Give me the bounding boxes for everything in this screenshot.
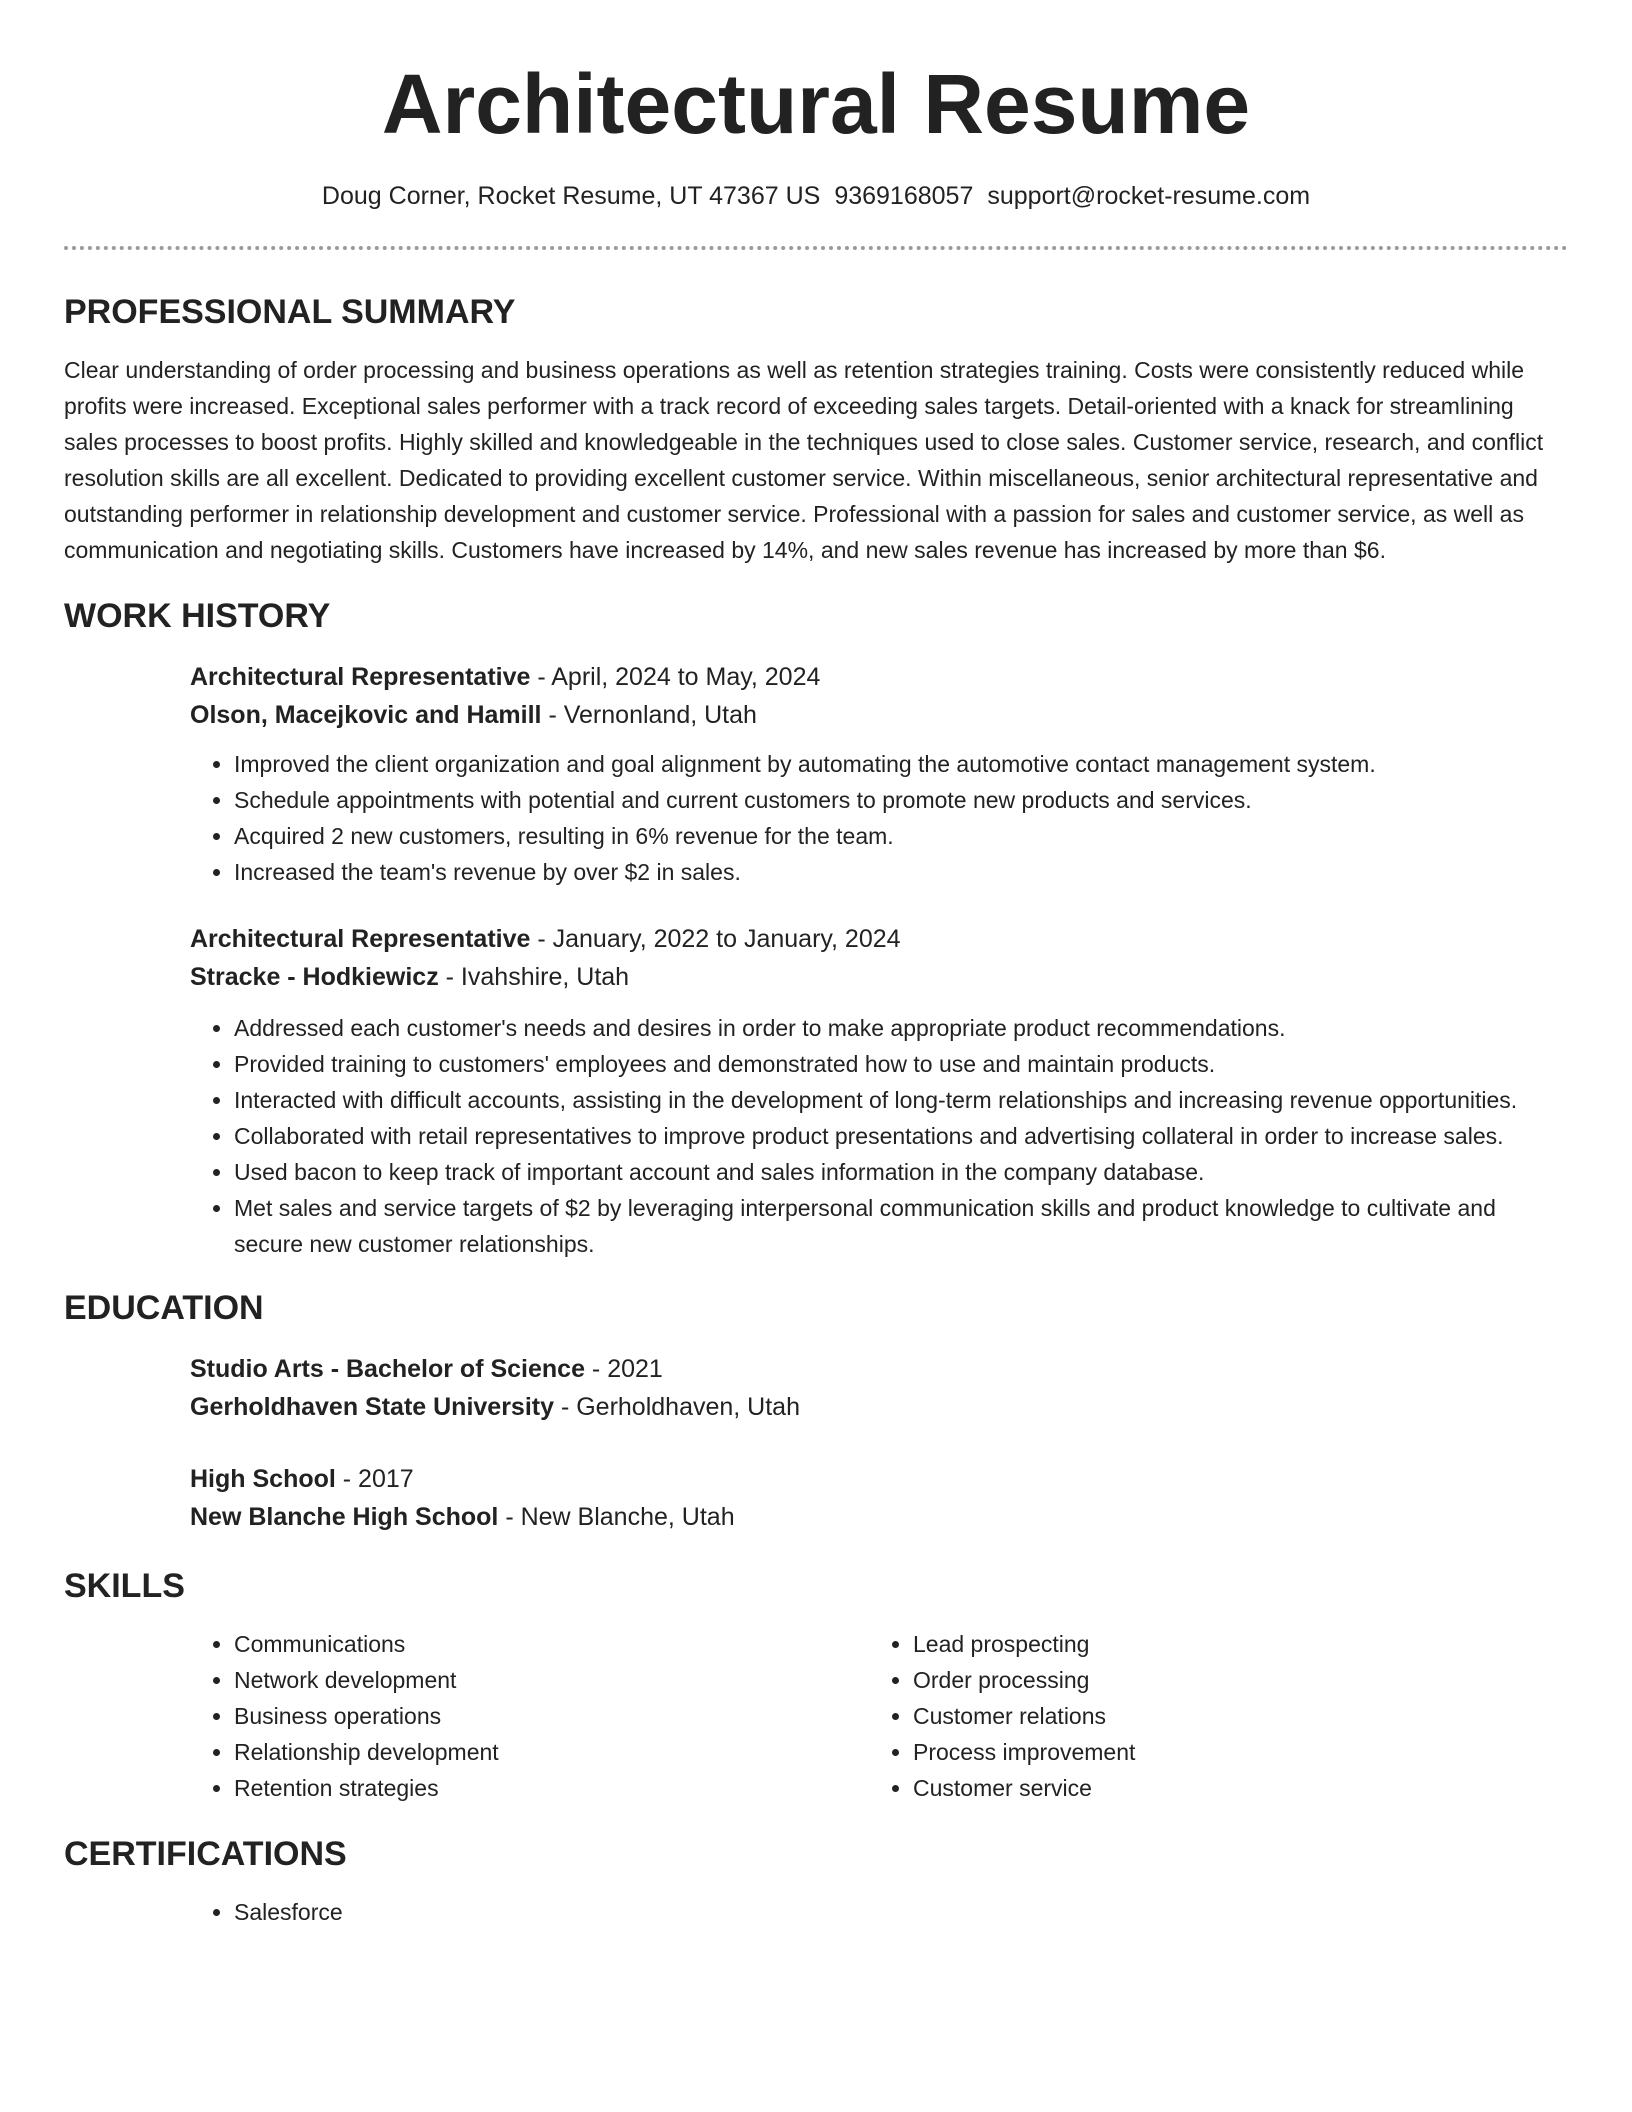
education-heading: EDUCATION [64,1289,264,1327]
list-item: • Collaborated with retail representatives to improve product presentations and advertising collateral in order to increase sales. [234,1118,1568,1154]
list-item: • Lead prospecting [913,1626,1548,1662]
contact-line [64,180,1568,212]
list-item: • Used bacon to keep track of important account and sales information in the company database. [234,1154,1568,1190]
skills-column-left [190,1626,869,1806]
job-entry [190,920,1568,1262]
degree: High School [190,1465,336,1493]
list-item: • Improved the client organization and goal alignment by automating the automotive contact management system. [234,746,1568,782]
summary-heading: PROFESSIONAL SUMMARY [64,293,516,331]
list-item: • Process improvement [913,1734,1548,1770]
skills-column-right [869,1626,1548,1806]
job-bullets [190,746,1568,890]
degree: Studio Arts - Bachelor of Science [190,1355,585,1383]
job-title: Architectural Representative [190,663,531,691]
summary-text: Clear understanding of order processing and business operations as well as retention strategies training. Costs were consistently reduced while profits were increased. Exceptional sales performer with a track record of exceeding sales targets. Detail-oriented with a knack for streamlining sales processes to boost profits. Highly skilled and knowledgeable in the techniques used to close sales. Customer service, research, and conflict resolution skills are all excellent. Dedicated to providing excellent customer service. Within miscellaneous, senior architectural representative and outstanding performer in relationship development and customer service. Professional with a passion for sales and customer service, as well as communication and negotiating skills. Customers have increased by 14%, and new sales revenue has increased by more than $6. [64,357,1544,563]
job-company: Stracke - Hodkiewicz [190,963,439,991]
list-item: • Schedule appointments with potential and current customers to promote new products and services. [234,782,1568,818]
job-location: - Vernonland, Utah [541,701,757,729]
job-dates: - January, 2022 to January, 2024 [530,925,901,953]
school: New Blanche High School [190,1503,499,1531]
education-entry [190,1350,1568,1426]
contact-email: support@rocket-resume.com [987,182,1311,210]
list-item: • Network development [234,1662,869,1698]
work-history-heading: WORK HISTORY [64,597,331,635]
school-line [190,1388,1568,1426]
job-company-line [190,696,1568,734]
list-item: • Retention strategies [234,1770,869,1806]
skills-bullets [190,1626,869,1806]
skills-list [190,1626,1568,1806]
contact-phone: 9369168057 [834,182,974,210]
contact-address: Doug Corner, Rocket Resume, UT 47367 US [321,182,821,210]
job-entry [190,658,1568,890]
education-entry [190,1460,1568,1536]
list-item: • Customer relations [913,1698,1548,1734]
list-item: • Met sales and service targets of $2 by leveraging interpersonal communication skills and product knowledge to cultivate and secure new customer relationships. [234,1190,1568,1262]
job-title-line [190,920,1568,958]
list-item: • Communications [234,1626,869,1662]
list-item: • Relationship development [234,1734,869,1770]
resume-page [64,0,1568,1930]
job-title: Architectural Representative [190,925,531,953]
job-dates: - April, 2024 to May, 2024 [530,663,821,691]
job-title-line [190,658,1568,696]
degree-year: - 2021 [584,1355,663,1383]
job-company: Olson, Macejkovic and Hamill [190,701,542,729]
list-item: • Acquired 2 new customers, resulting in 6% revenue for the team. [234,818,1568,854]
list-item: • Addressed each customer's needs and desires in order to make appropriate product recommendations. [234,1010,1568,1046]
list-item: • Order processing [913,1662,1548,1698]
list-item: • Business operations [234,1698,869,1734]
school-location: - Gerholdhaven, Utah [554,1393,800,1421]
list-item: • Increased the team's revenue by over $2 in sales. [234,854,1568,890]
header-divider [64,246,1568,250]
school-line [190,1498,1568,1536]
job-location: - Ivahshire, Utah [438,963,630,991]
certifications-heading: CERTIFICATIONS [64,1835,347,1873]
list-item: • Salesforce [234,1894,1568,1930]
list-item: • Customer service [913,1770,1548,1806]
school-location: - New Blanche, Utah [498,1503,735,1531]
list-item: • Interacted with difficult accounts, assisting in the development of long-term relationships and increasing revenue opportunities. [234,1082,1568,1118]
skills-bullets [869,1626,1548,1806]
degree-line [190,1460,1568,1498]
job-company-line [190,958,1568,996]
job-bullets [190,1010,1568,1262]
school: Gerholdhaven State University [190,1393,555,1421]
certifications-list [190,1894,1568,1930]
list-item: • Provided training to customers' employees and demonstrated how to use and maintain products. [234,1046,1568,1082]
degree-line [190,1350,1568,1388]
skills-heading: SKILLS [64,1567,185,1605]
page-title: Architectural Resume [381,57,1251,151]
certifications-bullets [190,1894,1568,1930]
degree-year: - 2017 [335,1465,414,1493]
